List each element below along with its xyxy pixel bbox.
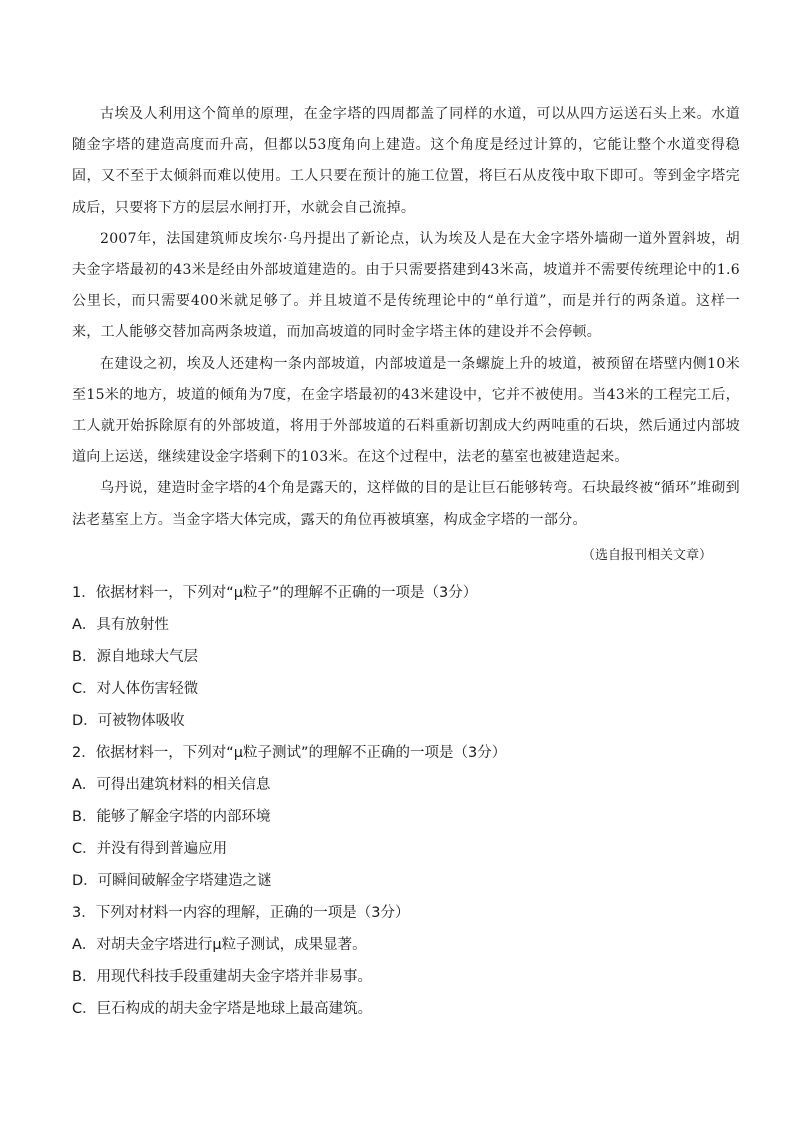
question-2-option-a: A．可得出建筑材料的相关信息	[72, 777, 271, 793]
passage-paragraph-3: 在建设之初，埃及人还建构一条内部坡道，内部坡道是一条螺旋上升的坡道，被预留在塔壁内侧10米至15米的地方，坡道的倾角为7度，在金字塔最初的43米建设中，它并不被使用。当43米的工程完工后，工人就开始拆除原有的外部坡道，将用于外部坡道的石料重新切割成大约两吨重的石块，然后通过内部坡道向上运送，继续建设金字塔剩下的103米。在这个过程中，法老的墓室也被建造起来。	[72, 355, 740, 466]
question-1-option-a: A．具有放射性	[72, 617, 169, 633]
passage-paragraph-4: 乌丹说，建造时金字塔的4个角是露天的，这样做的目的是让巨石能够转弯。石块最终被“循环”堆砌到法老墓室上方。当金字塔大体完成，露天的角位再被填塞，构成金字塔的一部分。	[72, 480, 740, 528]
question-3-stem: 3．下列对材料一内容的理解，正确的一项是（3分）	[72, 905, 410, 921]
question-2-option-b: B．能够了解金字塔的内部环境	[72, 809, 271, 825]
reading-passage	[72, 99, 740, 536]
question-1-stem: 1．依据材料一，下列对“μ粒子”的理解不正确的一项是（3分）	[72, 585, 478, 601]
passage-paragraph-1: 古埃及人利用这个简单的原理，在金字塔的四周都盖了同样的水道，可以从四方运送石头上来。水道随金字塔的建造高度而升高，但都以53度角向上建造。这个角度是经过计算的，它能让整个水道变得稳固，又不至于太倾斜而难以使用。工人只要在预计的施工位置，将巨石从皮筏中取下即可。等到金字塔完成后，只要将下方的层层水闸打开，水就会自己流掉。	[72, 106, 740, 216]
question-3-option-a: A．对胡夫金字塔进行μ粒子测试，成果显著。	[72, 937, 367, 953]
question-3-option-c: C．巨石构成的胡夫金字塔是地球上最高建筑。	[72, 1001, 373, 1017]
question-1-option-b: B．源自地球大气层	[72, 649, 198, 665]
question-list	[72, 577, 740, 1025]
passage-paragraph-2: 2007年，法国建筑师皮埃尔·乌丹提出了新论点，认为埃及人是在大金字塔外墙砌一道外置斜坡，胡夫金字塔最初的43米是经由外部坡道建造的。由于只需要搭建到43米高，坡道并不需要传统理论中的1.6公里长，而只需要400米就足够了。并且坡道不是传统理论中的“单行道”，而是并行的两条道。这样一来，工人能够交替加高两条坡道，而加高坡道的同时金字塔主体的建设并不会停顿。	[72, 230, 740, 341]
question-1-option-c: C．对人体伤害轻微	[72, 681, 199, 697]
passage-source: （选自报刊相关文章）	[581, 548, 712, 563]
question-2-option-c: C．并没有得到普遍应用	[72, 841, 228, 857]
question-2-option-d: D．可瞬间破解金字塔建造之谜	[72, 873, 272, 889]
question-3-option-b: B．用现代科技手段重建胡夫金字塔并非易事。	[72, 969, 372, 985]
question-2-stem: 2．依据材料一，下列对“μ粒子测试”的理解不正确的一项是（3分）	[72, 745, 507, 761]
question-1-option-d: D．可被物体吸收	[72, 713, 185, 729]
